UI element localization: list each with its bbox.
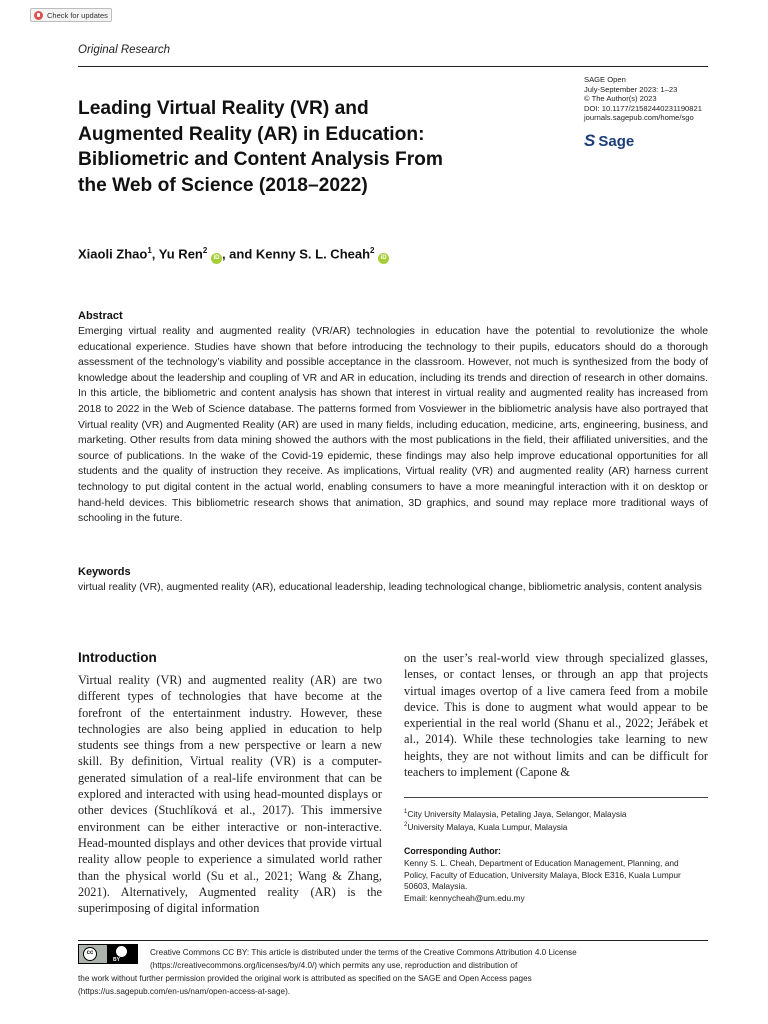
affiliation-mark: 2 <box>404 822 408 829</box>
affiliation-mark: 2 <box>370 246 375 255</box>
introduction-left-column: Virtual reality (VR) and augmented reality (AR) are two different types of technologies that have become at the forefront of the entertainment industry. However, these technologies are also being applied in education to help students see things from a new perspective or learn a new skill. By definition, Virtual reality (VR) is a computer-generated simulation of a real-life environment that can be explored and interacted with using head-mounted displays or other devices (Stuchlíková et al., 2017). This immersive environment can be either interactive or non-interactive. Head-mounted displays and other devices that provide virtual reality allow people to experience a simulated world rather than the physical world (Su et al., 2021; Wang & Zhang, 2021). Alternatively, Augmented reality (AR) is the superimposing of digital information <box>78 673 382 916</box>
author-name[interactable]: Kenny S. L. Cheah <box>255 246 371 262</box>
footnote-divider <box>404 797 708 798</box>
introduction-right-column: on the user’s real-world view through specialized glasses, lenses, or contact lenses, or through an app that projects virtual images overtop of a live camera feed from a mobile device. This is done to augment what would appear to be experiential in the real world (Shanu et al., 2022; Jeřábek et al., 2014). While these technologies take learning to new heights, they are not without limits and can be difficult for teachers to implement (Capone & <box>404 651 708 780</box>
affiliation-mark: 1 <box>404 809 408 815</box>
journal-copyright: © The Author(s) 2023 <box>584 94 657 103</box>
author-separator: , <box>151 246 159 262</box>
corresponding-line: Policy, Faculty of Education, University Malaya, Block E316, Kuala Lumpur <box>404 869 681 880</box>
affiliation-2: University Malaya, Kuala Lumpur, Malaysia <box>407 822 568 833</box>
author-separator: , and <box>221 246 256 262</box>
sage-logo <box>584 131 634 151</box>
license-divider <box>78 940 708 941</box>
journal-name: SAGE Open <box>584 75 626 84</box>
license-link[interactable]: (https://creativecommons.org/licenses/by/4.0/) which permits any use, reproduction and distribution of <box>150 961 518 970</box>
keywords-heading: Keywords <box>78 566 131 578</box>
title-line: the Web of Science (2018–2022) <box>78 174 368 196</box>
cc-icon: cc <box>83 947 97 961</box>
corresponding-line: Kenny S. L. Cheah, Department of Education Management, Planning, and <box>404 858 679 868</box>
update-icon <box>34 11 43 20</box>
header-divider <box>78 66 708 67</box>
orcid-icon[interactable]: iD <box>211 253 222 264</box>
check-for-updates-button[interactable] <box>30 8 112 22</box>
check-for-updates-label: Check for updates <box>47 11 108 20</box>
corresponding-author-details <box>404 858 708 904</box>
abstract-heading: Abstract <box>78 310 123 322</box>
journal-issue: July-September 2023: 1–23 <box>584 84 678 94</box>
corresponding-line: 50603, Malaysia. <box>404 881 468 891</box>
author-name[interactable]: Yu Ren <box>158 246 203 262</box>
journal-url[interactable]: journals.sagepub.com/home/sgo <box>584 113 694 122</box>
affiliation-mark: 1 <box>147 246 152 255</box>
author-name[interactable]: Xiaoli Zhao <box>78 246 148 262</box>
license-text <box>78 946 708 998</box>
license-line: the work without further permission provided the original work is attributed as specified on the SAGE and Open Access pages <box>78 974 532 983</box>
orcid-icon[interactable]: iD <box>378 253 389 264</box>
sage-logo-text: Sage <box>598 133 635 150</box>
introduction-heading: Introduction <box>78 650 157 665</box>
title-line: Leading Virtual Reality (VR) and <box>78 98 369 119</box>
by-text: BY <box>113 957 120 963</box>
abstract-text: Emerging virtual reality and augmented reality (VR/AR) technologies in education have the potential to revolutionize the whole educational experience. Studies have shown that before introducing the technology to their pupils, educators should do a thorough assessment of the technology’s viability and possible acceptance in the classroom. However, not much is synthesized from the body of knowledge about the leadership and coupling of VR and AR in education, including its trends and direction of research in other domains. In this article, the bibliometric and content analysis has shown that interest in virtual reality and augmented reality has increased from 2018 to 2022 in the Web of Science database. The patterns formed from Vosviewer in the bibliometric analysis have also portrayed that Virtual reality (VR) and Augmented Reality (AR) are used in many fields, including education, medicine, arts, engineering, business, and marketing. Other results from data mining showed the authors with the most publications in the field, their affiliated universities, and the source of publications. In the wake of the Covid-19 epidemic, these findings may also help improve educational opportunities for all students and the quality of instruction they receive. As implications, Virtual reality (VR) and augmented reality (AR) harness current technology to put digital content in the actual world, enabling consumers to have a more meaningful interaction with it on desktop or hand-held devices. This bibliometric research shows that animation, 3D graphics, and sound may replace more traditional ways of schooling in the future. <box>78 326 708 525</box>
section-label: Original Research <box>78 44 171 56</box>
corresponding-email[interactable]: Email: kennycheah@um.edu.my <box>404 892 525 903</box>
sage-s-icon: S <box>584 131 596 150</box>
title-line: Augmented Reality (AR) in Education: <box>78 123 425 145</box>
affiliations <box>404 807 708 834</box>
license-line: Creative Commons CC BY: This article is distributed under the terms of the Creative Commons Attribution 4.0 License <box>150 948 577 957</box>
affiliation-mark: 2 <box>202 246 208 255</box>
license-link[interactable]: (https://us.sagepub.com/en-us/nam/open-access-at-sage). <box>78 987 291 996</box>
journal-info <box>584 75 714 123</box>
author-list <box>78 246 389 264</box>
journal-doi[interactable]: DOI: 10.1177/21582440231190821 <box>584 103 702 113</box>
affiliation-1: City University Malaysia, Petaling Jaya, Selangor, Malaysia <box>407 808 627 819</box>
title-line: Bibliometric and Content Analysis From <box>78 149 443 170</box>
article-title <box>78 96 538 198</box>
keywords-text: virtual reality (VR), augmented reality (AR), educational leadership, leading technological change, bibliometric analysis, content analysis <box>78 582 702 593</box>
corresponding-author-heading: Corresponding Author: <box>404 846 501 856</box>
